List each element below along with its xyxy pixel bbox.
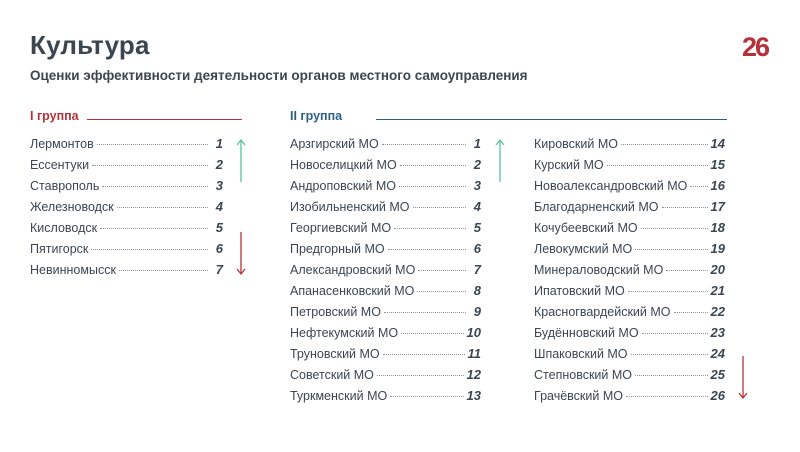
group-2-divider: [376, 119, 727, 120]
municipality-name: Труновский МО: [290, 347, 380, 361]
dot-leader: [662, 207, 708, 208]
list-item: [290, 325, 481, 346]
dot-leader: [399, 186, 466, 187]
dot-leader: [635, 375, 708, 376]
dot-leader: [383, 354, 465, 355]
dot-leader: [690, 186, 707, 187]
list-item: [290, 178, 481, 199]
list-item: [534, 220, 725, 241]
municipality-name: Кировский МО: [534, 137, 618, 151]
rank-number: 7: [215, 262, 223, 277]
municipality-name: Курский МО: [534, 158, 604, 172]
dot-leader: [626, 396, 708, 397]
municipality-name: Шпаковский МО: [534, 347, 628, 361]
dot-leader: [119, 270, 208, 271]
municipality-name: Левокумский МО: [534, 242, 633, 256]
rank-number: 5: [473, 220, 481, 235]
rank-number: 24: [710, 346, 725, 361]
municipality-name: Арзгирский МО: [290, 137, 379, 151]
list-item: [534, 283, 725, 304]
rank-number: 17: [710, 199, 725, 214]
list-item: [30, 199, 223, 220]
municipality-name: Лермонтов: [30, 137, 94, 151]
municipality-name: Туркменский МО: [290, 389, 388, 403]
rank-number: 2: [473, 157, 481, 172]
municipality-name: Ипатовский МО: [534, 284, 625, 298]
rank-number: 10: [466, 325, 481, 340]
region-26-logo: [738, 30, 772, 62]
rank-number: 4: [215, 199, 223, 214]
municipality-name: Нефтекумский МО: [290, 326, 399, 340]
list-item: [290, 199, 481, 220]
list-item: [30, 136, 223, 157]
rank-number: 6: [215, 241, 223, 256]
list-item: [534, 178, 725, 199]
rank-number: 13: [466, 388, 481, 403]
dot-leader: [631, 354, 708, 355]
dot-leader: [100, 228, 208, 229]
rank-number: 3: [473, 178, 481, 193]
list-item: [290, 262, 481, 283]
rank-number: 6: [473, 241, 481, 256]
dot-leader: [635, 249, 707, 250]
list-item: [290, 136, 481, 157]
list-item: [534, 157, 725, 178]
municipality-name: Советский МО: [290, 368, 374, 382]
municipality-name: Изобильненский МО: [290, 200, 410, 214]
municipality-name: Александровский МО: [290, 263, 416, 277]
dot-leader: [97, 144, 208, 145]
list-item: [290, 241, 481, 262]
list-item: [534, 262, 725, 283]
municipality-name: Степновский МО: [534, 368, 632, 382]
list-item: [290, 346, 481, 367]
list-item: [534, 325, 725, 346]
rank-number: 1: [473, 136, 481, 151]
rank-number: 1: [215, 136, 223, 151]
dot-leader: [628, 291, 708, 292]
group-2-title: II группа: [290, 109, 343, 123]
municipality-name: Новоселицкий МО: [290, 158, 397, 172]
list-item: [30, 262, 223, 283]
group-1-title: I группа: [30, 109, 79, 123]
dot-leader: [674, 312, 708, 313]
dot-leader: [413, 207, 466, 208]
list-item: [534, 136, 725, 157]
group-1-divider: [87, 119, 242, 120]
municipality-name: Георгиевский МО: [290, 221, 392, 235]
dot-leader: [117, 207, 208, 208]
list-item: [290, 388, 481, 409]
list-item: [290, 220, 481, 241]
list-item: [534, 346, 725, 367]
rank-number: 9: [473, 304, 481, 319]
municipality-name: Ессентуки: [30, 158, 90, 172]
municipality-name: Пятигорск: [30, 242, 89, 256]
dot-leader: [92, 165, 208, 166]
list-item: [290, 304, 481, 325]
list-item: [30, 220, 223, 241]
rank-number: 12: [466, 367, 481, 382]
municipality-name: Андроповский МО: [290, 179, 396, 193]
dot-leader: [607, 165, 708, 166]
rank-number: 2: [215, 157, 223, 172]
rank-number: 20: [710, 262, 725, 277]
dot-leader: [390, 396, 463, 397]
rank-number: 25: [710, 367, 725, 382]
rank-number: 18: [710, 220, 725, 235]
dot-leader: [377, 375, 464, 376]
rank-number: 14: [710, 136, 725, 151]
municipality-name: Петровский МО: [290, 305, 381, 319]
dot-leader: [384, 312, 466, 313]
group-2-list-column-2: [534, 136, 725, 409]
list-item: [534, 241, 725, 262]
municipality-name: Железноводск: [30, 200, 114, 214]
municipality-name: Апанасенковский МО: [290, 284, 415, 298]
dot-leader: [666, 270, 707, 271]
dot-leader: [417, 291, 466, 292]
dot-leader: [418, 270, 466, 271]
logo-text: 26: [741, 32, 769, 62]
page-title: Культура: [30, 30, 150, 60]
rank-number: 3: [215, 178, 223, 193]
municipality-name: Благодарненский МО: [534, 200, 659, 214]
municipality-name: Новоалександровский МО: [534, 179, 688, 193]
group-2-list-column-1: [290, 136, 481, 409]
municipality-name: Невинномысск: [30, 263, 116, 277]
dot-leader: [388, 249, 466, 250]
municipality-name: Минераловодский МО: [534, 263, 664, 277]
rank-number: 11: [467, 346, 481, 361]
dot-leader: [641, 228, 708, 229]
municipality-name: Будённовский МО: [534, 326, 639, 340]
list-item: [534, 199, 725, 220]
arrow-down-icon: [738, 356, 748, 400]
dot-leader: [382, 144, 466, 145]
municipality-name: Ставрополь: [30, 179, 100, 193]
rank-number: 22: [710, 304, 725, 319]
list-item: [534, 367, 725, 388]
dot-leader: [401, 333, 463, 334]
list-item: [30, 157, 223, 178]
rank-number: 16: [710, 178, 725, 193]
rank-number: 15: [710, 157, 725, 172]
rank-number: 8: [473, 283, 481, 298]
list-item: [30, 178, 223, 199]
rank-number: 4: [473, 199, 481, 214]
rank-number: 23: [710, 325, 725, 340]
list-item: [534, 304, 725, 325]
list-item: [30, 241, 223, 262]
municipality-name: Кисловодск: [30, 221, 98, 235]
dot-leader: [621, 144, 708, 145]
dot-leader: [394, 228, 466, 229]
list-item: [290, 367, 481, 388]
list-item: [290, 157, 481, 178]
rank-number: 19: [710, 241, 725, 256]
rank-number: 21: [710, 283, 725, 298]
municipality-name: Красногвардейский МО: [534, 305, 671, 319]
municipality-name: Предгорный МО: [290, 242, 385, 256]
list-item: [290, 283, 481, 304]
rank-number: 7: [473, 262, 481, 277]
group-1-list: [30, 136, 223, 283]
municipality-name: Грачёвский МО: [534, 389, 623, 403]
rank-number: 26: [710, 388, 725, 403]
arrow-up-icon: [495, 138, 505, 182]
dot-leader: [642, 333, 708, 334]
dot-leader: [400, 165, 466, 166]
dot-leader: [91, 249, 208, 250]
list-item: [534, 388, 725, 409]
rank-number: 5: [215, 220, 223, 235]
dot-leader: [102, 186, 208, 187]
municipality-name: Кочубеевский МО: [534, 221, 638, 235]
arrow-down-icon: [236, 232, 246, 276]
page-subtitle: Оценки эффективности деятельности органов местного самоуправления: [30, 68, 528, 83]
arrow-up-icon: [236, 138, 246, 182]
